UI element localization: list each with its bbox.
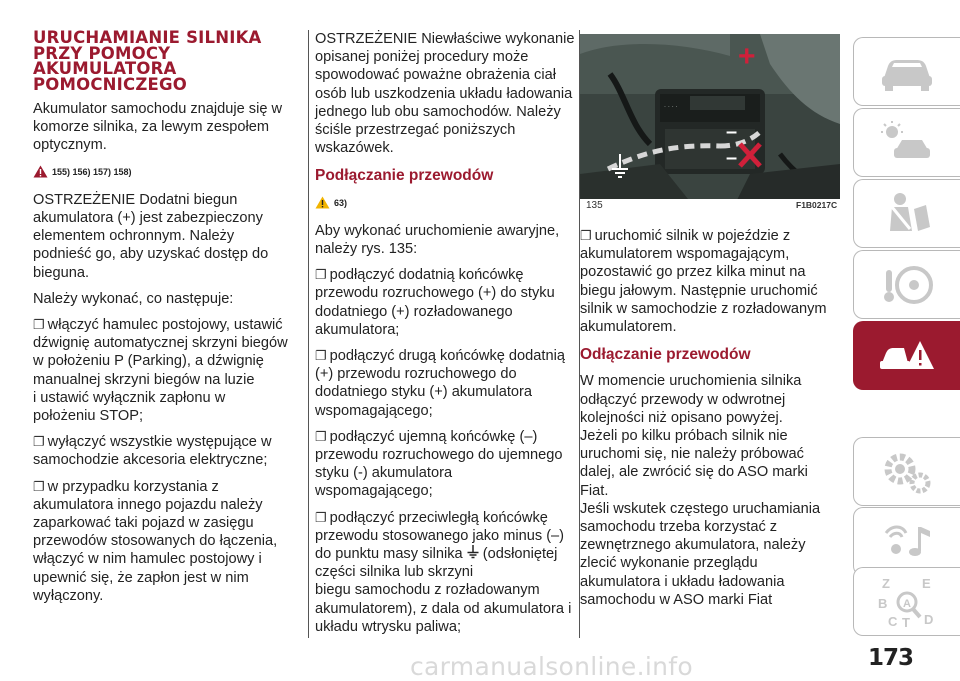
- list-item: ❐ włączyć hamulec postojowy, ustawić dźwignię automatycznej skrzyni biegów w położeniu P (Parking), a dźwignię manualnej skrzyni biegów na luzie i ustawić wyłącznik zapłonu w położeniu STOP;: [33, 317, 288, 425]
- subheading-disconnecting: Odłączanie przewodów: [580, 346, 751, 364]
- gear-icon: [878, 447, 936, 497]
- svg-text:T: T: [902, 614, 910, 630]
- column-divider: [308, 30, 309, 638]
- warning-paragraph: OSTRZEŻENIE Niewłaściwe wykonanie opisanej poniżej procedury może spowodować poważne obrażenia ciał osób lub uszkodzenia układu ładowania jednego lub obu samochodów. Należy ściśle przestrzegać poniższych wskazówek.: [315, 31, 575, 157]
- checkbox-bullet-icon: ❐: [315, 428, 327, 444]
- car-icon: [878, 52, 936, 92]
- steering-wheel-icon: [878, 262, 936, 308]
- page-number: 173: [868, 645, 914, 671]
- checkbox-bullet-icon: ❐: [33, 317, 45, 333]
- svg-text:A: A: [903, 597, 911, 610]
- svg-text:Z: Z: [882, 575, 890, 591]
- svg-text:–: –: [726, 121, 738, 143]
- figure-number: 135: [586, 200, 603, 211]
- sidebar-item-starting-driving[interactable]: [853, 250, 960, 319]
- caution-triangle-icon: [315, 196, 330, 209]
- caution-references: 63): [315, 194, 577, 212]
- procedure-intro: Aby wykonać uruchomienie awaryjne, należy rys. 135:: [315, 222, 560, 258]
- sidebar-item-car-dashboard[interactable]: [853, 37, 960, 106]
- checkbox-bullet-icon: ❐: [315, 267, 327, 283]
- list-item: ❐ podłączyć dodatnią końcówkę przewodu rozruchowego (+) do styku dodatniego (+) rozładowanego akumulatora;: [315, 267, 555, 338]
- ground-symbol-icon: [467, 545, 479, 559]
- svg-text:D: D: [924, 611, 934, 627]
- engine-battery-photo: [580, 34, 840, 214]
- paragraph: W momencie uruchomienia silnika odłączyć przewody w odwrotnej kolejności niż opisano powyżej. Jeżeli po kilku próbach silnik nie uruchomi się, nie należy próbować dalej, ale zwrócić się do ASO marki Fiat.: [580, 373, 808, 499]
- list-item: ❐ podłączyć drugą końcówkę dodatnią (+) przewodu rozruchowego do dodatniego styku (+) akumulatora wspomagającego;: [315, 348, 565, 419]
- warning-triangle-icon: [33, 165, 48, 178]
- svg-text:C: C: [888, 613, 898, 629]
- subheading-connecting: Podłączanie przewodów: [315, 167, 494, 185]
- warning-lights-icon: [878, 120, 936, 166]
- index-letters-icon: [876, 574, 938, 630]
- list-item: ❐ podłączyć ujemną końcówkę (–) przewodu rozruchowego do ujemnego styku (-) akumulatora wspomagającego;: [315, 428, 563, 500]
- sidebar-item-in-emergency[interactable]: [853, 321, 960, 390]
- column-2: [315, 30, 577, 644]
- checkbox-bullet-icon: ❐: [33, 434, 45, 450]
- svg-text:+: +: [738, 40, 756, 73]
- multimedia-icon: [878, 519, 936, 565]
- sidebar-item-safety[interactable]: [853, 179, 960, 248]
- section-heading: URUCHAMIANIE SILNIKA PRZY POMOCY AKUMULATORA POMOCNICZEGO: [33, 28, 262, 94]
- seatbelt-icon: [878, 191, 936, 237]
- paragraph: Jeśli wskutek częstego uruchamiania samochodu trzeba korzystać z zewnętrznego akumulatora, należy zlecić wykonanie przeglądu akumulatora i układu ładowania samochodu w ASO marki Fiat: [580, 500, 821, 608]
- checkbox-bullet-icon: ❐: [580, 228, 592, 243]
- list-item: ❐ uruchomić silnik w pojeździe z akumulatorem wspomagającym, pozostawić go przez kilka minut na biegu jałowym. Następnie uruchomić silnik w samochodzie z rozładowanym akumulatorem.: [580, 228, 827, 336]
- sidebar-item-multimedia[interactable]: [853, 507, 960, 576]
- list-item: ❐ wyłączyć wszystkie występujące w samochodzie akcesoria elektryczne;: [33, 434, 272, 469]
- column-1: [33, 30, 295, 613]
- checkbox-bullet-icon: ❐: [315, 348, 327, 364]
- list-item: ❐ podłączyć przeciwległą końcówkę przewodu stosowanego jako minus (–) do punktu masy silnika (odsłoniętej części silnika lub skrzyni biegu samochodu z rozładowanym akumulatorem), z dala od akumulatora i układu wtrysku paliwa;: [315, 509, 572, 635]
- list-item: ❐ w przypadku korzystania z akumulatora innego pojazdu należy zaparkować taki pojazd w zasięgu przewodów stosowanych do łączenia, włączyć w nim hamulec postojowy i upewnić się, że zapłon jest w nim wyłączony.: [33, 478, 278, 604]
- svg-text:. . . .: . . . .: [664, 102, 678, 109]
- svg-text:–: –: [726, 147, 738, 169]
- svg-text:B: B: [878, 595, 888, 611]
- sidebar-item-index[interactable]: [853, 567, 960, 636]
- emergency-car-icon: [878, 333, 936, 379]
- intro-paragraph: Akumulator samochodu znajduje się w komorze silnika, za lewym zespołem optycznym.: [33, 101, 283, 154]
- steps-intro: Należy wykonać, co następuje:: [33, 290, 234, 307]
- sidebar-item-warning-lights[interactable]: [853, 108, 960, 177]
- checkbox-bullet-icon: ❐: [315, 509, 327, 525]
- figure-code: F1B0217C: [796, 200, 838, 210]
- checkbox-bullet-icon: ❐: [33, 478, 45, 494]
- column-3: [580, 227, 842, 617]
- warning-paragraph: OSTRZEŻENIE Dodatni biegun akumulatora (+) jest zabezpieczony elementem ochronnym. Należy podnieść go, aby uzyskać dostęp do bieguna.: [33, 191, 269, 281]
- watermark: carmanualsonline.info: [410, 652, 693, 681]
- svg-text:E: E: [922, 575, 931, 591]
- sidebar-item-maintenance[interactable]: [853, 437, 960, 506]
- warning-references: 155) 156) 157) 158): [33, 163, 295, 181]
